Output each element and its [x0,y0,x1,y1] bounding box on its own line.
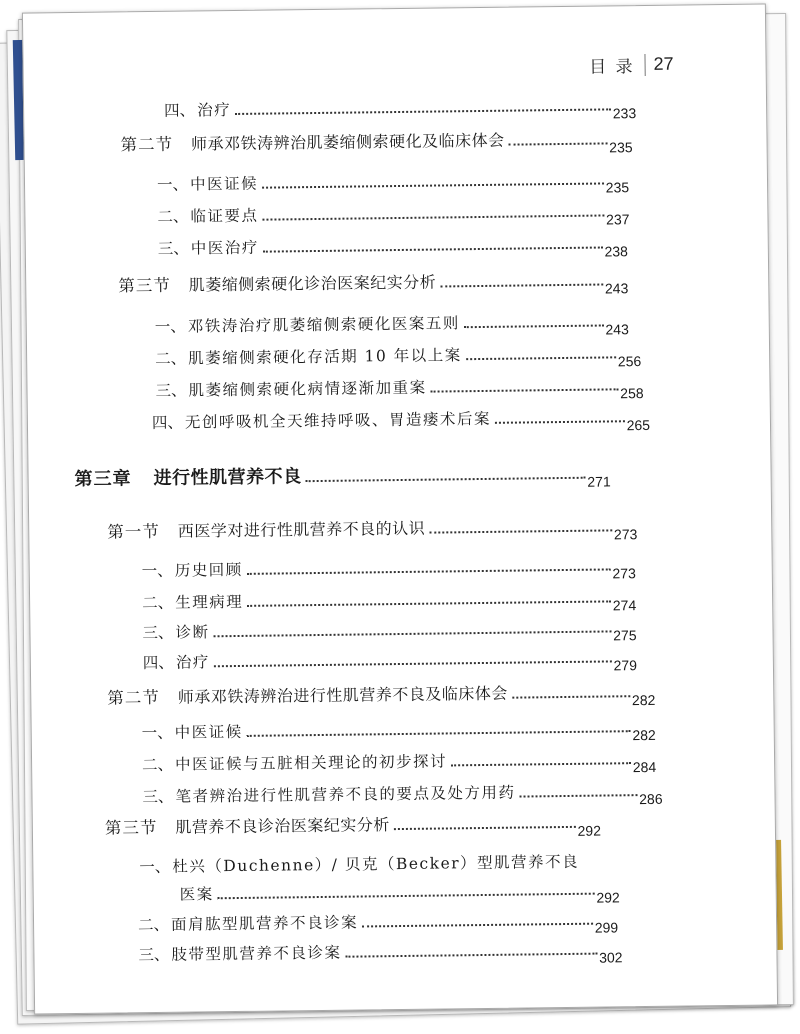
dot-leader [431,387,619,392]
toc-entry-label: 第一节 [107,521,160,542]
toc-entry-label: 第三章 [74,468,132,490]
dot-leader [394,824,576,829]
toc-entry-page: 274 [612,596,637,613]
toc-entry[interactable] [120,131,632,154]
toc-entry[interactable] [142,752,656,774]
toc-entry-label: 四、 [142,653,174,673]
dot-leader [247,567,611,574]
toc-entry[interactable] [137,912,619,936]
toc-entry[interactable] [142,784,662,806]
dot-leader [362,921,593,927]
toc-entry-label: 二、 [137,915,170,935]
toc-entry[interactable] [152,410,650,432]
toc-entry[interactable] [139,852,599,877]
dot-leader [218,891,595,899]
toc-entry-label: 第二节 [120,134,174,155]
toc-entry-page: 233 [612,104,637,121]
toc-entry-continuation[interactable] [179,882,620,906]
toc-entry-title: 历史回顾 [174,560,243,580]
toc-entry-page: 292 [577,822,602,839]
toc-entry[interactable] [142,558,636,580]
toc-entry[interactable] [164,98,636,119]
toc-entry-label: 第二节 [107,687,160,708]
toc-entry-title: 肌营养不良诊治医案纪实分析 [175,815,390,837]
toc-entry-title: 杜兴（Duchenne）/ 贝克（Becker）型肌营养不良 [172,852,580,876]
toc-entry[interactable] [157,204,629,225]
dot-leader [466,355,616,360]
dot-leader [263,245,603,252]
dot-leader [247,729,631,737]
toc-entry-title: 临证要点 [190,206,259,226]
dot-leader [509,141,608,145]
toc-entry-title: 师承邓铁涛辨治肌萎缩侧索硬化及临床体会 [190,130,505,154]
toc-entry-title: 肌萎缩侧索硬化存活期 10 年以上案 [188,346,462,368]
toc-entry[interactable] [155,346,641,367]
toc-entry-label: 四、 [151,413,184,433]
toc-entry-page: 273 [612,564,636,581]
toc-entry[interactable] [107,684,655,707]
toc-entry-page: 258 [620,384,644,401]
toc-entry-title: 肢带型肌营养不良诊案 [171,943,342,964]
dot-leader [262,213,604,220]
page-header [589,52,674,78]
toc-entry-label: 三、 [155,381,187,400]
toc-entry-label: 第三节 [118,275,171,296]
toc-entry-page: 275 [613,626,637,643]
toc-entry[interactable] [142,620,636,642]
toc-entry-label: 二、 [157,207,189,226]
toc-entry-page: 237 [606,210,630,227]
toc-entry-title: 师承邓铁涛辨治进行性肌营养不良及临床体会 [177,683,508,707]
toc-entry-page: 299 [594,918,619,936]
toc-entry-label: 一、 [156,175,189,194]
dot-leader [345,951,597,957]
toc-entry-title: 肌萎缩侧索硬化诊治医案纪实分析 [188,272,437,295]
toc-entry-title: 面肩肱型肌营养不良诊案 [170,913,359,934]
toc-entry-label: 二、 [142,755,174,775]
toc-entry-title: 肌萎缩侧索硬化病情逐渐加重案 [188,378,427,400]
dot-leader [247,599,611,606]
dot-leader [306,476,586,482]
toc-entry[interactable] [142,590,636,612]
toc-page [22,3,778,1014]
toc-entry-label: 三、 [142,623,174,643]
toc-entry-title: 医案 [179,885,214,904]
toc-entry-label: 第三节 [104,817,158,838]
toc-entry-page: 279 [613,656,638,673]
dot-leader [235,107,611,115]
toc-entry-page: 265 [626,416,651,433]
dot-leader [262,181,604,188]
toc-entry-page: 238 [604,242,628,259]
toc-entry-label: 二、 [142,593,174,613]
toc-entry-page: 235 [605,178,630,195]
toc-entry[interactable] [158,236,628,257]
toc-entry-page: 235 [609,138,633,155]
dot-leader [214,629,612,637]
header-page-number: 27 [653,53,674,74]
toc-entry-label: 一、 [139,857,171,877]
dot-leader [520,793,638,797]
toc-chapter-entry[interactable] [75,464,611,489]
toc-entry[interactable] [155,314,629,335]
dot-leader [214,659,612,667]
toc-entry-page: 243 [604,279,629,296]
toc-entry-page: 292 [596,888,620,906]
header-title: 目 录 [589,57,635,78]
toc-entry-page: 271 [587,473,611,490]
toc-entry-title: 中医治疗 [190,238,259,258]
dot-leader [440,282,603,287]
toc-entry[interactable] [105,815,601,838]
toc-entry[interactable] [143,650,637,672]
toc-entry-page: 282 [632,726,656,743]
toc-entry-title: 诊断 [175,623,210,642]
toc-entry-page: 273 [613,525,638,542]
toc-entry-title: 治疗 [175,653,211,672]
toc-entry-page: 256 [617,352,642,369]
toc-entry-label: 二、 [155,349,187,368]
toc-entry-title: 进行性肌营养不良 [153,466,302,490]
toc-entry[interactable] [142,720,656,742]
toc-entry-label: 四、 [164,101,196,120]
toc-entry-page: 302 [599,948,623,966]
toc-entry-title: 中医证候 [174,722,243,742]
toc-entry-page: 286 [639,790,663,807]
toc-entry-title: 西医学对进行性肌营养不良的认识 [177,518,426,541]
toc-entry-label: 一、 [141,561,173,581]
toc-entry-title: 生理病理 [175,592,244,612]
dot-leader [464,323,604,328]
header-divider [644,53,645,75]
dot-leader [429,528,612,533]
dot-leader [495,419,625,424]
toc-entry-title: 中医证候与五脏相关理论的初步探讨 [175,752,448,774]
dot-leader [451,761,631,766]
toc-entry[interactable] [118,272,628,295]
toc-entry-label: 三、 [138,945,170,965]
toc-entry-title: 治疗 [197,101,232,120]
toc-entry[interactable] [157,172,629,193]
toc-entry-page: 243 [605,320,629,337]
dot-leader [512,694,630,698]
toc-entry[interactable] [107,518,637,541]
toc-entry-label: 三、 [142,787,174,807]
toc-entry-title: 无创呼吸机全天维持呼吸、胃造瘘术后案 [184,409,492,432]
toc-entry-page: 282 [631,691,656,708]
toc-entry-title: 笔者辨治进行性肌营养不良的要点及处方用药 [175,783,516,806]
toc-entry-label: 一、 [154,317,186,336]
toc-entry[interactable] [155,378,643,399]
toc-entry-title: 中医证候 [189,174,259,194]
toc-entry-label: 三、 [157,239,189,258]
toc-entry[interactable] [138,942,623,966]
toc-entry-title: 邓铁涛治疗肌萎缩侧索硬化医案五则 [187,314,460,336]
toc-entry-page: 284 [632,758,657,775]
toc-entry-label: 一、 [141,723,173,743]
